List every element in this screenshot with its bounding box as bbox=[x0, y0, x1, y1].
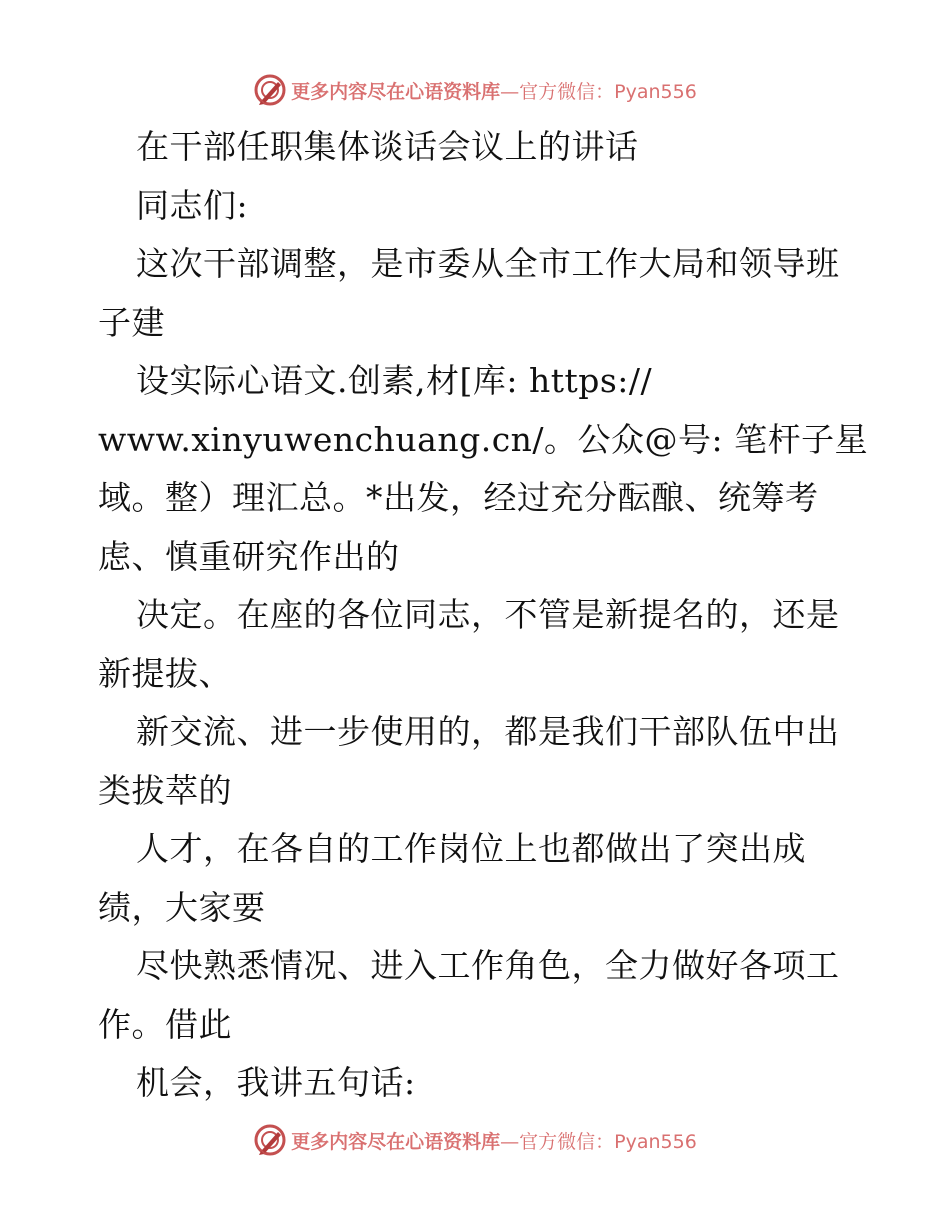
document-line: 作。借此 bbox=[98, 1004, 232, 1044]
watermark-main-text: 更多内容尽在心语资料库 bbox=[291, 80, 501, 103]
watermark-dash: — bbox=[500, 80, 520, 103]
document-line: 新交流、进一步使用的，都是我们干部队伍中出 bbox=[136, 712, 840, 751]
document-line: 同志们: bbox=[136, 185, 249, 225]
footer-watermark bbox=[0, 1120, 950, 1160]
document-line: 机会，我讲五句话: bbox=[136, 1063, 416, 1102]
document-line: 子建 bbox=[98, 302, 165, 342]
pen-logo-icon bbox=[253, 73, 287, 107]
watermark-main-text: 更多内容尽在心语资料库 bbox=[291, 1130, 501, 1153]
document-line: 尽快熟悉情况、进入工作角色，全力做好各项工 bbox=[136, 946, 840, 985]
document-line: 这次干部调整，是市委从全市工作大局和领导班 bbox=[136, 244, 840, 283]
watermark-wechat-text: 官方微信：Pyan556 bbox=[519, 1130, 697, 1153]
document-line: 人才，在各自的工作岗位上也都做出了突出成 bbox=[136, 829, 806, 868]
document-line: www.xinyuwenchuang.cn/。公众@号: 笔杆子星 bbox=[98, 419, 869, 459]
document-line: 设实际心语文.创素,材[库: https:// bbox=[136, 361, 653, 400]
document-line: 绩，大家要 bbox=[98, 887, 266, 927]
watermark-wechat-text: 官方微信：Pyan556 bbox=[519, 80, 697, 103]
document-title: 在干部任职集体谈话会议上的讲话 bbox=[136, 127, 639, 166]
pen-logo-icon bbox=[253, 1123, 287, 1157]
document-line: 类拔萃的 bbox=[98, 770, 232, 810]
watermark-dash: — bbox=[500, 1130, 520, 1153]
document-line: 域。整）理汇总。*出发，经过充分酝酿、统筹考 bbox=[98, 478, 819, 517]
document-line: 新提拔、 bbox=[98, 653, 232, 693]
document-line: 决定。在座的各位同志，不管是新提名的，还是 bbox=[136, 595, 840, 634]
document-line: 虑、慎重研究作出的 bbox=[98, 536, 400, 576]
document-body bbox=[98, 118, 869, 1113]
header-watermark bbox=[0, 70, 950, 110]
